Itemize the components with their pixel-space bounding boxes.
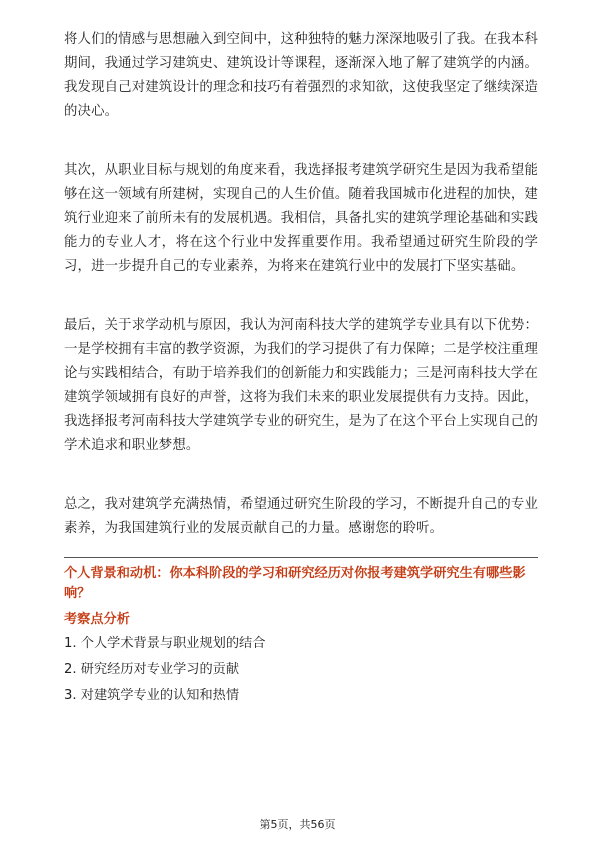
page-number: 第5页，共56页 bbox=[259, 818, 336, 831]
body-paragraph-1: 将人们的情感与思想融入到空间中，这种独特的魅力深深地吸引了我。在我本科期间，我通过学习建筑史、建筑设计等课程，逐渐深入地了解了建筑学的内涵。我发现自己对建筑设计的理念和技巧有着强烈的求知欲，这使我坚定了继续深造的决心。 bbox=[64, 32, 538, 119]
analysis-points-list bbox=[64, 634, 538, 706]
question-heading: 个人背景和动机：你本科阶段的学习和研究经历对你报考建筑学研究生有哪些影响？ bbox=[64, 566, 526, 601]
page-content bbox=[64, 28, 538, 712]
section-divider bbox=[64, 557, 538, 558]
body-paragraph-3: 最后，关于求学动机与原因，我认为河南科技大学的建筑学专业具有以下优势：一是学校拥有丰富的教学资源，为我们的学习提供了有力保障；二是学校注重理论与实践相结合，有助于培养我们的创新能力和实践能力；三是河南科技大学在建筑学领域拥有良好的声誉，这将为我们未来的职业发展提供有力支持。因此，我选择报考河南科技大学建筑学专业的研究生，是为了在这个平台上实现自己的学术追求和职业梦想。 bbox=[64, 318, 538, 453]
body-paragraph-2: 其次，从职业目标与规划的角度来看，我选择报考建筑学研究生是因为我希望能够在这一领域有所建树，实现自己的人生价值。随着我国城市化进程的加快，建筑行业迎来了前所未有的发展机遇。我相信，具备扎实的建筑学理论基础和实践能力的专业人才，将在这个行业中发挥重要作用。我希望通过研究生阶段的学习，进一步提升自己的专业素养，为将来在建筑行业中的发展打下坚实基础。 bbox=[64, 163, 538, 274]
list-item: 2. 研究经历对专业学习的贡献 bbox=[64, 662, 240, 677]
list-item: 1. 个人学术背景与职业规划的结合 bbox=[64, 636, 266, 651]
body-paragraph-4: 总之，我对建筑学充满热情，希望通过研究生阶段的学习，不断提升自己的专业素养，为我国建筑行业的发展贡献自己的力量。感谢您的聆听。 bbox=[64, 497, 538, 536]
list-item: 3. 对建筑学专业的认知和热情 bbox=[64, 688, 240, 703]
analysis-section-title: 考察点分析 bbox=[64, 612, 130, 627]
